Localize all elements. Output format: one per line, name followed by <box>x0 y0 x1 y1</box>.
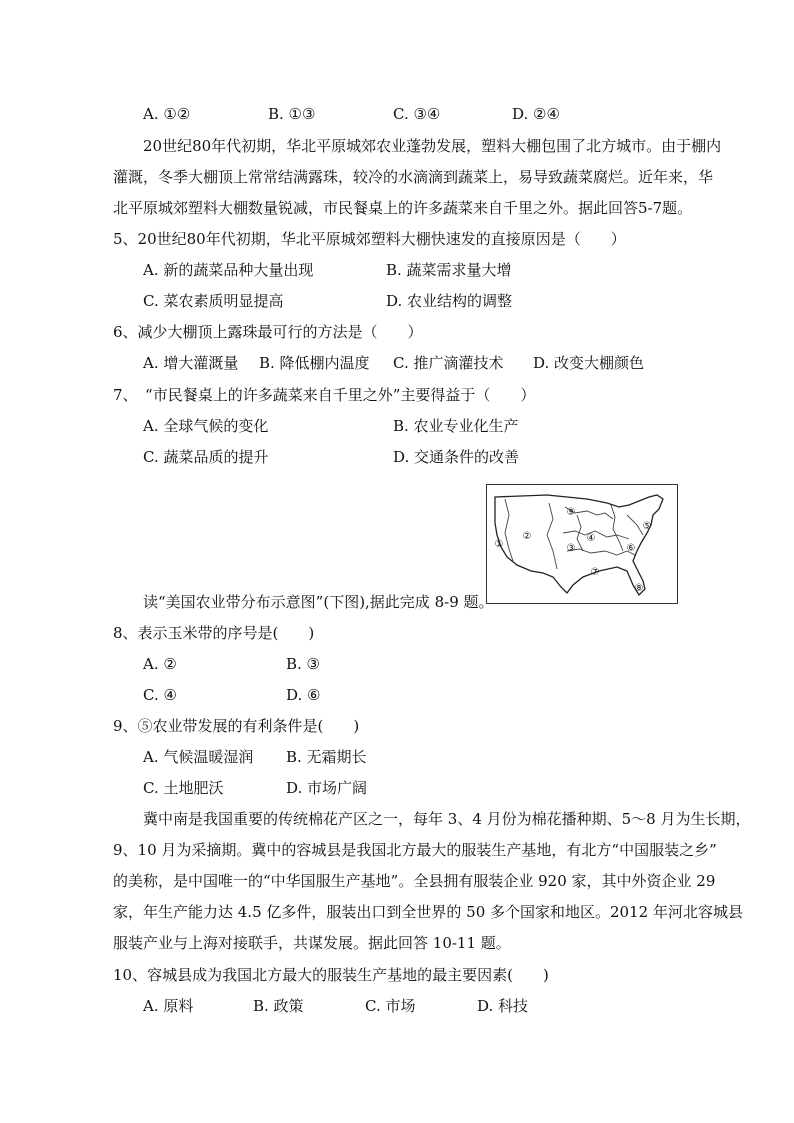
q8-option-d[interactable]: D. ⑥ <box>286 686 321 704</box>
q10-option-d[interactable]: D. 科技 <box>477 997 529 1015</box>
q4-option-c[interactable]: C. ③④ <box>393 105 441 123</box>
map-label-1: ① <box>494 539 504 550</box>
map-label-8: ⑧ <box>634 583 644 594</box>
q4-option-a[interactable]: A. ①② <box>143 105 191 123</box>
q10-stem: 10、容城县成为我国北方最大的服装生产基地的最主要因素( ) <box>113 966 549 984</box>
q8-option-a[interactable]: A. ② <box>143 655 177 673</box>
us-agriculture-belt-map <box>486 484 678 604</box>
belt-boundary-2 <box>547 503 557 569</box>
passage2-line-2: 9、10 月为采摘期。冀中的容城县是我国北方最大的服装生产基地，有北方“中国服装之乡” <box>113 841 717 859</box>
us-outline <box>495 495 663 595</box>
map-label-9: ⑨ <box>566 507 576 518</box>
q6-option-b[interactable]: B. 降低棚内温度 <box>259 354 370 372</box>
q9-option-c[interactable]: C. 土地肥沃 <box>143 779 224 797</box>
q5-stem: 5、20世纪80年代初期，华北平原城郊塑料大棚快速发的直接原因是（ ） <box>113 230 626 248</box>
q5-option-c[interactable]: C. 菜农素质明显提高 <box>143 292 284 310</box>
q8-option-c[interactable]: C. ④ <box>143 686 177 704</box>
q7-option-d[interactable]: D. 交通条件的改善 <box>393 448 520 466</box>
q5-option-d[interactable]: D. 农业结构的调整 <box>386 292 513 310</box>
q5-option-b[interactable]: B. 蔬菜需求量大增 <box>386 261 512 279</box>
q8-stem: 8、表示玉米带的序号是( ) <box>113 624 315 642</box>
map-label-7: ⑦ <box>590 567 600 578</box>
belt-boundary-8 <box>627 515 643 535</box>
q7-stem: 7、 “市民餐桌上的许多蔬菜来自千里之外”主要得益于（ ） <box>113 386 536 404</box>
q9-option-a[interactable]: A. 气候温暖湿润 <box>143 748 254 766</box>
passage2-line-3: 的美称，是中国唯一的“中华国服生产基地”。全县拥有服装企业 920 家，其中外资企业 29 <box>113 872 716 890</box>
q7-option-c[interactable]: C. 蔬菜品质的提升 <box>143 448 269 466</box>
q6-option-c[interactable]: C. 推广滴灌技术 <box>393 354 504 372</box>
map-label-6: ⑥ <box>626 543 636 554</box>
q6-option-a[interactable]: A. 增大灌溉量 <box>143 354 239 372</box>
passage1-line-3: 北平原城郊塑料大棚数量锐减，市民餐桌上的许多蔬菜来自千里之外。据此回答5-7题。 <box>113 199 693 217</box>
q8-option-b[interactable]: B. ③ <box>286 655 321 673</box>
q10-option-c[interactable]: C. 市场 <box>365 997 416 1015</box>
passage1-line-1: 20世纪80年代初期，华北平原城郊农业蓬勃发展，塑料大棚包围了北方城市。由于棚内 <box>143 137 722 155</box>
passage2-line-4: 家，年生产能力达 4.5 亿多件，服装出口到全世界的 50 多个国家和地区。2012 年河北容城县 <box>113 903 743 921</box>
q7-option-b[interactable]: B. 农业专业化生产 <box>393 417 519 435</box>
belt-boundary-5 <box>567 549 635 555</box>
q10-option-b[interactable]: B. 政策 <box>253 997 304 1015</box>
map-label-2: ② <box>522 531 532 542</box>
q9-option-b[interactable]: B. 无霜期长 <box>286 748 367 766</box>
belt-boundary-6 <box>611 505 623 551</box>
q7-option-a[interactable]: A. 全球气候的变化 <box>143 417 269 435</box>
map-label-3: ③ <box>566 543 576 554</box>
q6-stem: 6、减少大棚顶上露珠最可行的方法是（ ） <box>113 323 423 341</box>
map-label-5: ⑤ <box>642 521 652 532</box>
belt-boundary-4 <box>563 531 629 539</box>
q4-option-b[interactable]: B. ①③ <box>268 105 316 123</box>
q5-option-a[interactable]: A. 新的蔬菜品种大量出现 <box>143 261 314 279</box>
passage1-line-2: 灌溉，冬季大棚顶上常常结满露珠，较冷的水滴滴到蔬菜上，易导致蔬菜腐烂。近年来，华 <box>113 168 714 186</box>
q9-stem: 9、⑤农业带发展的有利条件是( ) <box>113 717 360 735</box>
q9-option-d[interactable]: D. 市场广阔 <box>286 779 368 797</box>
intro-8-9: 读“美国农业带分布示意图”(下图),据此完成 8-9 题。 <box>143 593 494 611</box>
map-label-4: ④ <box>586 533 596 544</box>
us-map-drawing <box>487 485 677 603</box>
q4-option-d[interactable]: D. ②④ <box>512 105 560 123</box>
passage2-line-1: 冀中南是我国重要的传统棉花产区之一，每年 3、4 月份为棉花播种期、5～8 月为生长期， <box>143 810 751 828</box>
q6-option-d[interactable]: D. 改变大棚颜色 <box>533 354 645 372</box>
q10-option-a[interactable]: A. 原料 <box>143 997 194 1015</box>
belt-boundary-1 <box>505 499 513 561</box>
passage2-line-5: 服装产业与上海对接联手，共谋发展。据此回答 10-11 题。 <box>113 934 511 952</box>
